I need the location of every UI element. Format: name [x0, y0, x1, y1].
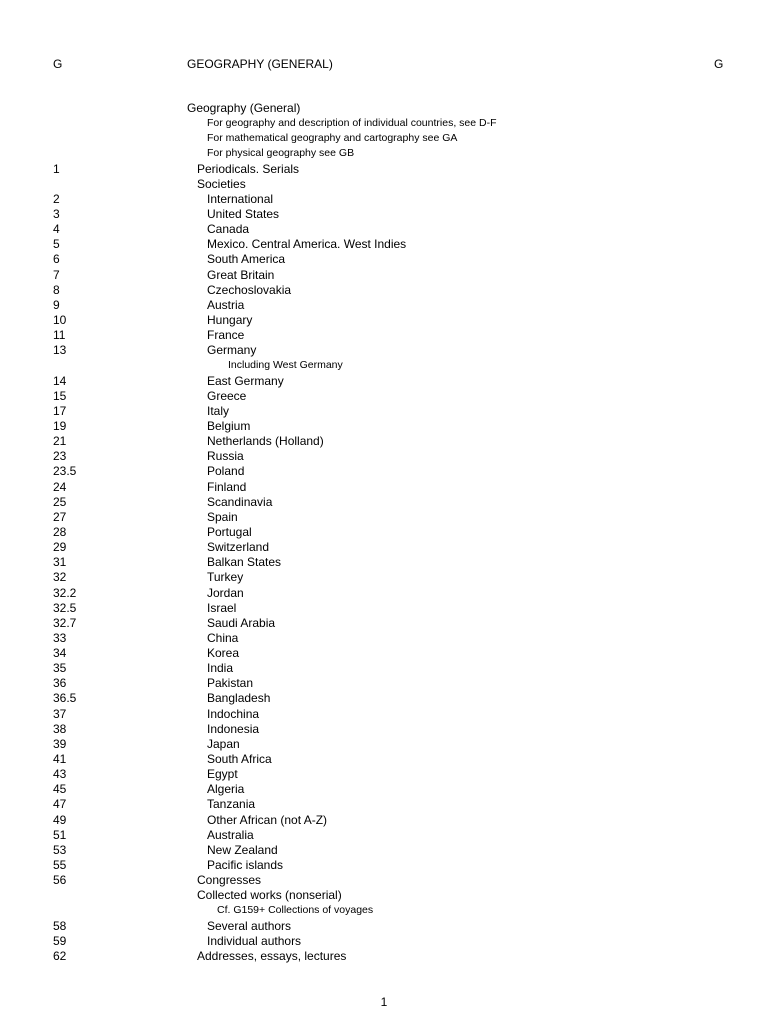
- note-text: Cf. G159+ Collections of voyages: [217, 904, 374, 917]
- schedule-note: [0, 131, 768, 146]
- class-number: 11: [53, 328, 66, 343]
- caption-text: Israel: [207, 600, 237, 615]
- class-number: 32.7: [53, 615, 77, 630]
- caption-text: East Germany: [207, 373, 284, 388]
- schedule-entry: [0, 525, 768, 540]
- caption-text: Indochina: [207, 706, 260, 721]
- schedule-entry: [0, 646, 768, 661]
- caption-text: Austria: [207, 297, 245, 312]
- caption-text: Addresses, essays, lectures: [197, 948, 347, 963]
- caption-text: Algeria: [207, 782, 245, 797]
- schedule-entry: [0, 237, 768, 252]
- class-number: 32.2: [53, 585, 77, 600]
- class-number: 36: [53, 676, 67, 691]
- caption-text: Collected works (nonserial): [197, 888, 342, 903]
- caption-text: Portugal: [207, 524, 252, 539]
- class-number: 9: [53, 297, 60, 312]
- caption-text: Switzerland: [207, 540, 270, 555]
- caption-text: Other African (not A-Z): [207, 812, 328, 827]
- caption-text: Pacific islands: [207, 858, 284, 873]
- caption-text: South Africa: [207, 752, 272, 767]
- caption-text: China: [207, 630, 239, 645]
- class-number: 35: [53, 661, 67, 676]
- caption-text: Several authors: [207, 918, 292, 933]
- page-footer: [0, 994, 768, 1010]
- caption-text: Hungary: [207, 312, 253, 327]
- caption-text: Tanzania: [207, 797, 256, 812]
- schedule-entry: [0, 934, 768, 949]
- class-number: 14: [53, 373, 67, 388]
- schedule-entry: [0, 162, 768, 177]
- page-header: [0, 56, 768, 72]
- caption-text: Australia: [207, 827, 254, 842]
- class-number: 29: [53, 540, 67, 555]
- class-number: 7: [53, 267, 60, 282]
- caption-text: Egypt: [207, 767, 238, 782]
- schedule-entry: [0, 328, 768, 343]
- schedule-entry: [0, 404, 768, 419]
- schedule-entry: [0, 752, 768, 767]
- class-number: 32: [53, 570, 67, 585]
- note-text: For geography and description of individual countries, see D-F: [207, 117, 497, 130]
- schedule-entry: [0, 813, 768, 828]
- note-text: For mathematical geography and cartography see GA: [207, 132, 458, 145]
- schedule-entry: [0, 495, 768, 510]
- schedule-entry: [0, 601, 768, 616]
- class-number: 4: [53, 222, 60, 237]
- caption-text: Societies: [197, 176, 246, 191]
- caption-text: Bangladesh: [207, 691, 271, 706]
- caption-text: Russia: [207, 449, 244, 464]
- caption-text: Jordan: [207, 585, 244, 600]
- schedule-entry: [0, 389, 768, 404]
- schedule-entry: [0, 540, 768, 555]
- class-number: 36.5: [53, 691, 77, 706]
- class-number: 62: [53, 948, 67, 963]
- class-number: 53: [53, 842, 67, 857]
- caption-text: Japan: [207, 736, 240, 751]
- class-number: 38: [53, 721, 67, 736]
- caption-text: International: [207, 191, 274, 206]
- class-number: 3: [53, 206, 60, 221]
- class-number: 41: [53, 752, 67, 767]
- schedule-entry: [0, 858, 768, 873]
- class-number: 17: [53, 403, 67, 418]
- schedule-entry: [0, 828, 768, 843]
- header-class-letter-left: G: [53, 57, 63, 71]
- caption-text: Canada: [207, 222, 250, 237]
- schedule-entry: [0, 283, 768, 298]
- class-number: 59: [53, 933, 67, 948]
- class-number: 47: [53, 797, 67, 812]
- class-number: 34: [53, 646, 67, 661]
- caption-text: Spain: [207, 509, 238, 524]
- caption-text: India: [207, 661, 234, 676]
- schedule-entry: [0, 419, 768, 434]
- class-number: 24: [53, 479, 67, 494]
- caption-text: Mexico. Central America. West Indies: [207, 237, 407, 252]
- schedule-entry: [0, 177, 768, 192]
- class-number: 15: [53, 388, 67, 403]
- caption-text: Geography (General): [187, 101, 301, 115]
- header-class-letter-right: G: [714, 57, 724, 71]
- class-number: 5: [53, 237, 60, 252]
- caption-text: Turkey: [207, 570, 244, 585]
- schedule-entry: [0, 313, 768, 328]
- caption-text: Korea: [207, 646, 240, 661]
- schedule-note: [0, 116, 768, 131]
- caption-text: Balkan States: [207, 555, 282, 570]
- schedule-entry: [0, 480, 768, 495]
- class-number: 2: [53, 191, 60, 206]
- schedule-entry: [0, 949, 768, 964]
- schedule-entry: [0, 616, 768, 631]
- schedule-note: [0, 358, 768, 373]
- schedule-entry: [0, 631, 768, 646]
- schedule-entry: [0, 888, 768, 903]
- class-number: 23.5: [53, 464, 77, 479]
- caption-text: Germany: [207, 343, 257, 358]
- class-number: 45: [53, 782, 67, 797]
- schedule-entry: [0, 661, 768, 676]
- class-number: 19: [53, 418, 67, 433]
- caption-text: Italy: [207, 403, 230, 418]
- class-number: 33: [53, 630, 67, 645]
- schedule-entry: [0, 464, 768, 479]
- schedule-entry: [0, 192, 768, 207]
- caption-text: New Zealand: [207, 842, 278, 857]
- schedule-note: [0, 903, 768, 918]
- caption-text: United States: [207, 206, 280, 221]
- caption-text: Czechoslovakia: [207, 282, 292, 297]
- class-number: 6: [53, 252, 60, 267]
- class-number: 55: [53, 858, 67, 873]
- schedule-entry: [0, 676, 768, 691]
- schedule-entry: [0, 449, 768, 464]
- schedule-entry: [0, 570, 768, 585]
- schedule-entry: [0, 707, 768, 722]
- class-number: 8: [53, 282, 60, 297]
- page-number: 1: [380, 995, 388, 1009]
- caption-text: Pakistan: [207, 676, 254, 691]
- schedule-entry: [0, 586, 768, 601]
- schedule-entry: [0, 434, 768, 449]
- class-number: 32.5: [53, 600, 77, 615]
- caption-text: Scandinavia: [207, 494, 273, 509]
- schedule-note: [0, 146, 768, 161]
- note-text: Including West Germany: [228, 359, 343, 372]
- classification-schedule: [0, 101, 768, 964]
- caption-text: Congresses: [197, 873, 262, 888]
- class-number: 39: [53, 736, 67, 751]
- caption-text: Poland: [207, 464, 245, 479]
- class-number: 25: [53, 494, 67, 509]
- schedule-entry: [0, 268, 768, 283]
- schedule-entry: [0, 555, 768, 570]
- schedule-entry: [0, 797, 768, 812]
- class-number: 23: [53, 449, 67, 464]
- class-number: 37: [53, 706, 67, 721]
- class-number: 21: [53, 434, 67, 449]
- note-text: For physical geography see GB: [207, 147, 355, 160]
- class-number: 31: [53, 555, 67, 570]
- class-number: 49: [53, 812, 67, 827]
- schedule-entry: [0, 691, 768, 706]
- caption-text: Greece: [207, 388, 247, 403]
- class-number: 13: [53, 343, 67, 358]
- schedule-entry: [0, 782, 768, 797]
- caption-text: Netherlands (Holland): [207, 434, 324, 449]
- caption-text: France: [207, 328, 245, 343]
- caption-text: Individual authors: [207, 933, 302, 948]
- schedule-entry: [0, 919, 768, 934]
- schedule-entry: [0, 207, 768, 222]
- class-number: 27: [53, 509, 67, 524]
- class-number: 56: [53, 873, 67, 888]
- header-title: GEOGRAPHY (GENERAL): [187, 57, 333, 71]
- schedule-entry: [0, 510, 768, 525]
- caption-text: Belgium: [207, 418, 251, 433]
- caption-text: South America: [207, 252, 286, 267]
- class-number: 43: [53, 767, 67, 782]
- caption-text: Saudi Arabia: [207, 615, 276, 630]
- schedule-entry: [0, 374, 768, 389]
- schedule-entry: [0, 101, 768, 116]
- class-number: 51: [53, 827, 67, 842]
- class-number: 28: [53, 524, 67, 539]
- schedule-entry: [0, 873, 768, 888]
- schedule-entry: [0, 222, 768, 237]
- schedule-entry: [0, 722, 768, 737]
- class-number: 10: [53, 312, 67, 327]
- class-number: 1: [53, 161, 60, 176]
- caption-text: Finland: [207, 479, 247, 494]
- caption-text: Periodicals. Serials: [197, 161, 300, 176]
- caption-text: Great Britain: [207, 267, 275, 282]
- schedule-entry: [0, 843, 768, 858]
- schedule-entry: [0, 737, 768, 752]
- schedule-entry: [0, 252, 768, 267]
- schedule-entry: [0, 767, 768, 782]
- schedule-entry: [0, 343, 768, 358]
- schedule-entry: [0, 298, 768, 313]
- caption-text: Indonesia: [207, 721, 260, 736]
- class-number: 58: [53, 918, 67, 933]
